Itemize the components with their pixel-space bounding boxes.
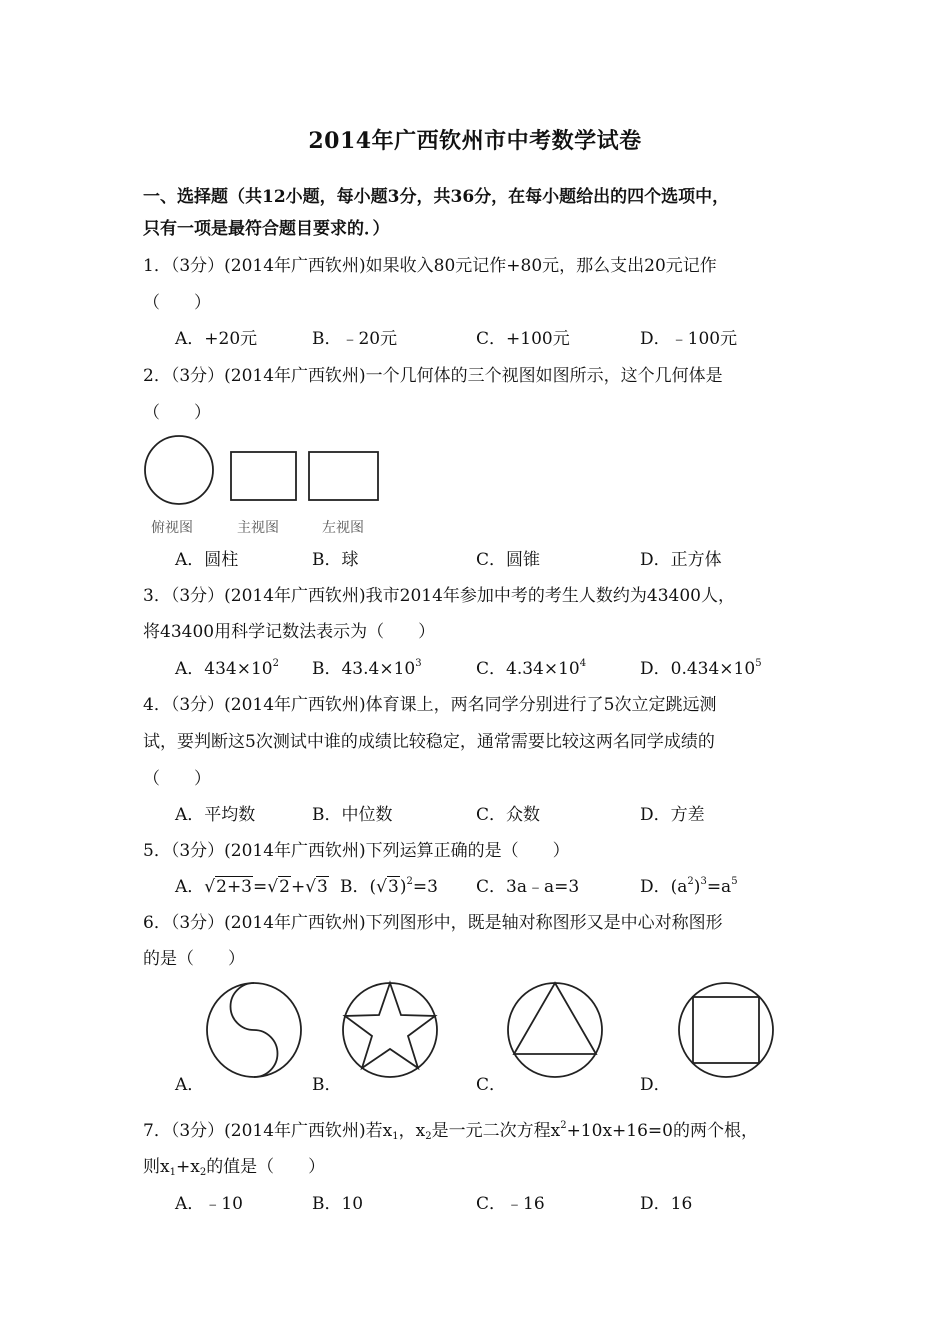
q1-paren: （ ）	[143, 293, 211, 313]
caption-side-view: 左视图	[322, 520, 364, 536]
q6-figure-star-in-circle	[342, 982, 442, 1082]
q7-stem-line2: 则$x_1+x_2$的值是（ ）	[143, 1157, 326, 1178]
front-view-rect	[231, 452, 296, 500]
q4-stem-line2: 试，要判断这5次测试中谁的成绩比较稳定，通常需要比较这两名同学成绩的	[143, 732, 715, 752]
section-heading-line1: 一、选择题（共12小题，每小题3分，共36分，在每小题给出的四个选项中，	[143, 187, 730, 207]
q4-paren: （ ）	[143, 769, 211, 789]
section-heading-line2: 只有一项是最符合题目要求的．）	[143, 219, 390, 239]
q7-option-b: B．10	[312, 1194, 364, 1214]
q7-option-a: A．﹣10	[175, 1194, 243, 1214]
sqrt-expression: √2+3	[204, 877, 253, 897]
q5-option-c: C．3a﹣a=3	[476, 877, 580, 897]
q3-option-b: B．$43.4\times 10^3$	[312, 658, 422, 679]
q1-option-d: D．﹣100元	[640, 329, 738, 349]
q7-option-d: D．16	[640, 1194, 693, 1214]
q2-paren: （ ）	[143, 403, 211, 423]
sqrt-expression: √3	[305, 877, 328, 897]
q5-option-b: B．$(√3)^2=3$	[340, 876, 438, 897]
q2-stem: 2．（3分）(2014年广西钦州)一个几何体的三个视图如图所示，这个几何体是	[143, 366, 723, 386]
q6-figure-triangle-in-circle	[507, 982, 607, 1082]
caption-top-view: 俯视图	[151, 520, 193, 536]
q2-option-b: B．球	[312, 550, 359, 570]
q5-stem: 5．（3分）(2014年广西钦州)下列运算正确的是（ ）	[143, 841, 570, 861]
q7-option-c: C．﹣16	[476, 1194, 545, 1214]
caption-front-view: 主视图	[237, 520, 279, 536]
q4-option-a: A．平均数	[175, 805, 256, 825]
q6-figure-yinyang	[206, 982, 306, 1082]
q6-option-a: A．	[175, 1075, 205, 1095]
q2-three-views-figure	[140, 434, 400, 514]
sqrt-expression: √3	[376, 877, 399, 897]
q1-stem: 1．（3分）(2014年广西钦州)如果收入80元记作+80元，那么支出20元记作	[143, 256, 717, 276]
side-view-rect	[309, 452, 378, 500]
q2-option-c: C．圆锥	[476, 550, 541, 570]
q4-option-c: C．众数	[476, 805, 541, 825]
q1-option-a: A．+20元	[175, 329, 258, 349]
q6-option-d: D．	[640, 1075, 671, 1095]
q3-option-c: C．$4.34\times 10^4$	[476, 658, 587, 679]
top-view-circle	[145, 436, 213, 504]
q4-option-b: B．中位数	[312, 805, 393, 825]
q4-option-d: D．方差	[640, 805, 705, 825]
q6-stem-line2: 的是（ ）	[143, 949, 245, 969]
q3-option-d: D．$0.434\times 10^5$	[640, 658, 762, 679]
q2-option-a: A．圆柱	[175, 550, 239, 570]
q6-stem: 6．（3分）(2014年广西钦州)下列图形中，既是轴对称图形又是中心对称图形	[143, 913, 723, 933]
q6-option-c: C．	[476, 1075, 507, 1095]
q1-option-b: B．﹣20元	[312, 329, 398, 349]
q5-option-a: A．√2+3=√2+√3	[175, 877, 328, 897]
q7-stem: 7．（3分）(2014年广西钦州)若$x_1$，$x_2$是一元二次方程$x^2+10x+16=0$的两个根，	[143, 1120, 758, 1142]
q5-option-d: D．$(a^2)^3=a^5$	[640, 876, 738, 897]
q3-stem: 3．（3分）(2014年广西钦州)我市2014年参加中考的考生人数约为43400人，	[143, 586, 736, 606]
sqrt-expression: √2	[267, 877, 290, 897]
q4-stem: 4．（3分）(2014年广西钦州)体育课上，两名同学分别进行了5次立定跳远测	[143, 695, 717, 715]
q3-stem-line2: 将43400用科学记数法表示为（ ）	[143, 622, 436, 642]
q1-option-c: C．+100元	[476, 329, 570, 349]
q3-option-a: A．$434\times 10^2$	[175, 658, 279, 679]
q6-option-b: B．	[312, 1075, 342, 1095]
q2-option-d: D．正方体	[640, 550, 722, 570]
page-title: 2014年广西钦州市中考数学试卷	[308, 128, 642, 154]
q6-figure-square-in-circle	[678, 982, 778, 1082]
